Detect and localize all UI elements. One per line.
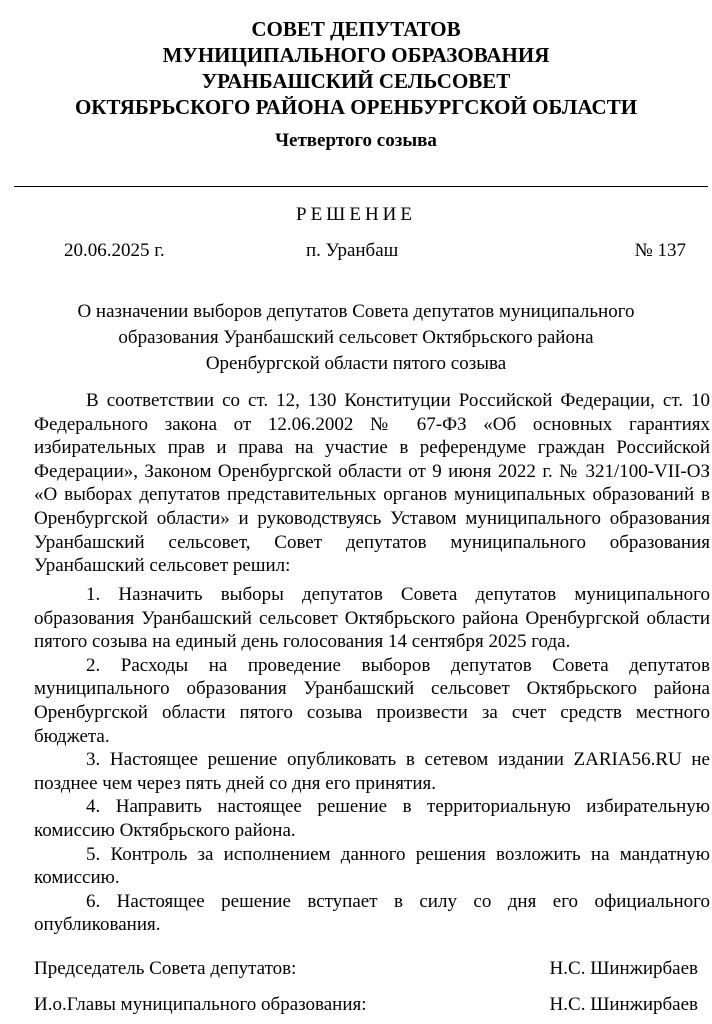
preamble-paragraph: В соответствии со ст. 12, 130 Конституции Российской Федерации, ст. 10 Федерального закона от 12.06.2002 № 67-ФЗ «Об основных гарантиях избирательных прав и права на участие в референдуме граждан Российской Федерации», Законом Оренбургской области от 9 июня 2022 г. № 321/100-VII-ОЗ «О выборах депутатов представительных органов муниципальных образований в Оренбургской области» и руководствуясь Уставом муниципального образования Уранбашский сельсовет, Совет депутатов муниципального образования Уранбашский сельсовет решил: bbox=[34, 390, 710, 577]
decision-date: 20.06.2025 г. bbox=[64, 240, 165, 261]
head-name: Н.С. Шинжирбаев bbox=[549, 994, 698, 1015]
header-line-3: УРАНБАШСКИЙ СЕЛЬСОВЕТ bbox=[201, 69, 511, 93]
decision-number: № 137 bbox=[634, 240, 686, 261]
decision-title: РЕШЕНИЕ bbox=[296, 204, 416, 225]
subject-line-1: О назначении выборов депутатов Совета депутатов муниципального bbox=[77, 301, 635, 322]
header-line-4: ОКТЯБРЬСКОГО РАЙОНА ОРЕНБУРГСКОЙ ОБЛАСТИ bbox=[74, 95, 638, 119]
subject-line-2: образования Уранбашский сельсовет Октябрьского района bbox=[118, 327, 594, 348]
decision-item-5: 5. Контроль за исполнением данного решения возложить на мандатную комиссию. bbox=[34, 843, 710, 889]
header-line-2: МУНИЦИПАЛЬНОГО ОБРАЗОВАНИЯ bbox=[162, 43, 550, 67]
header-divider bbox=[14, 186, 708, 187]
head-title: И.о.Главы муниципального образования: bbox=[34, 994, 367, 1015]
decision-item-6: 6. Настоящее решение вступает в силу со дня его официального опубликования. bbox=[34, 890, 710, 936]
decision-subject bbox=[0, 299, 712, 377]
chair-name: Н.С. Шинжирбаев bbox=[549, 958, 698, 979]
header-line-1: СОВЕТ ДЕПУТАТОВ bbox=[251, 17, 461, 41]
decision-place: п. Уранбаш bbox=[306, 240, 399, 261]
decision-item-4: 4. Направить настоящее решение в территориальную избирательную комиссию Октябрьского района. bbox=[34, 796, 710, 841]
chair-title: Председатель Совета депутатов: bbox=[34, 958, 297, 979]
decision-item-2: 2. Расходы на проведение выборов депутатов Совета депутатов муниципального образования Уранбашский сельсовет Октябрьского района Оренбургской области пятого созыва произвести за счет средств местного бюджета. bbox=[34, 654, 710, 747]
convocation: Четвертого созыва bbox=[275, 130, 437, 151]
subject-line-3: Оренбургской области пятого созыва bbox=[205, 353, 507, 374]
decision-item-3: 3. Настоящее решение опубликовать в сетевом издании ZARIA56.RU не позднее чем через пять дней со дня его принятия. bbox=[34, 749, 710, 794]
decision-item-1: 1. Назначить выборы депутатов Совета депутатов муниципального образования Уранбашский сельсовет Октябрьского района Оренбургской области пятого созыва на единый день голосования 14 сентября 2025 года. bbox=[34, 584, 710, 653]
decision-items bbox=[34, 583, 710, 937]
preamble-block bbox=[34, 389, 710, 578]
